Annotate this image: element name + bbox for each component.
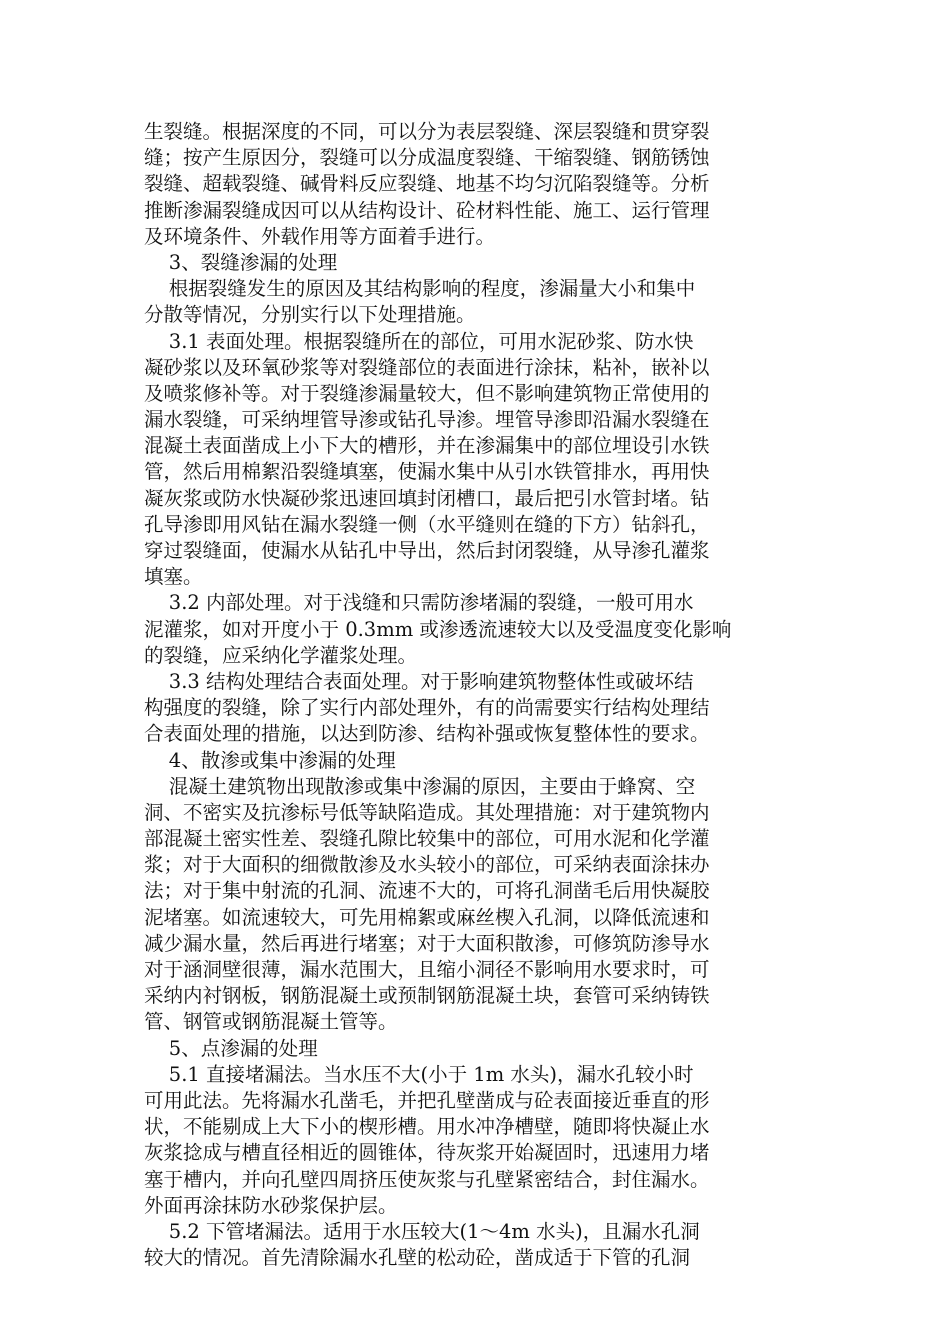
text-line: 混凝土表面凿成上小下大的槽形，并在渗漏集中的部位埋设引水铁 [144,434,710,458]
text-line: 缝；按产生原因分，裂缝可以分成温度裂缝、干缩裂缝、钢筋锈蚀 [144,146,710,170]
text-line: 3.1 表面处理。根据裂缝所在的部位，可用水泥砂浆、防水快 [144,329,694,353]
text-line: 及喷浆修补等。对于裂缝渗漏量较大，但不影响建筑物正常使用的 [144,381,710,405]
text-line: 法；对于集中射流的孔洞、流速不大的，可将孔洞凿毛后用快凝胶 [144,879,710,903]
text-line: 采纳内衬钢板，钢筋混凝土或预制钢筋混凝土块，套管可采纳铸铁 [144,984,710,1008]
text-line: 根据裂缝发生的原因及其结构影响的程度，渗漏量大小和集中 [144,277,696,301]
text-line: 3.2 内部处理。对于浅缝和只需防渗堵漏的裂缝，一般可用水 [144,591,694,615]
text-line: 生裂缝。根据深度的不同，可以分为表层裂缝、深层裂缝和贯穿裂 [144,120,710,143]
text-line: 可用此法。先将漏水孔凿毛，并把孔壁凿成与砼表面接近垂直的形 [144,1088,710,1112]
text-line: 混凝土建筑物出现散渗或集中渗漏的原因，主要由于蜂窝、空 [144,774,696,798]
text-line: 5.1 直接堵漏法。当水压不大(小于 1m 水头)，漏水孔较小时 [144,1062,694,1086]
text-line: 较大的情况。首先清除漏水孔壁的松动砼，凿成适于下管的孔洞 [144,1246,691,1270]
text-line: 5、点渗漏的处理 [144,1036,318,1060]
text-line: 浆；对于大面积的细微散渗及水头较小的部位，可采纳表面涂抹办 [144,853,710,877]
text-line: 凝砂浆以及环氧砂浆等对裂缝部位的表面进行涂抹，粘补，嵌补以 [144,355,710,379]
text-line: 对于涵洞壁很薄，漏水范围大，且缩小洞径不影响用水要求时，可 [144,958,710,981]
text-line: 5.2 下管堵漏法。适用于水压较大(1～4m 水头)，且漏水孔洞 [144,1219,700,1243]
text-line: 的裂缝，应采纳化学灌浆处理。 [144,643,418,667]
text-line: 灰浆捻成与槽直径相近的圆锥体，待灰浆开始凝固时，迅速用力堵 [144,1141,710,1165]
text-line: 推断渗漏裂缝成因可以从结构设计、砼材料性能、施工、运行管理 [144,198,710,222]
text-line: 3.3 结构处理结合表面处理。对于影响建筑物整体性或破坏结 [144,669,694,693]
text-line: 洞、不密实及抗渗标号低等缺陷造成。其处理措施：对于建筑物内 [144,800,710,824]
text-line: 管、钢管或钢筋混凝土管等。 [144,1010,398,1034]
text-line: 3、裂缝渗漏的处理 [144,250,338,274]
text-line: 部混凝土密实性差、裂缝孔隙比较集中的部位，可用水泥和化学灌 [144,827,710,851]
text-line: 外面再涂抹防水砂浆保护层。 [144,1193,398,1217]
text-line: 构强度的裂缝，除了实行内部处理外，有的尚需要实行结构处理结 [144,696,710,720]
text-line: 合表面处理的措施，以达到防渗、结构补强或恢复整体性的要求。 [144,722,710,746]
text-line: 分散等情况，分别实行以下处理措施。 [144,303,476,327]
text-line: 穿过裂缝面，使漏水从钻孔中导出，然后封闭裂缝，从导渗孔灌浆 [144,539,710,562]
text-line: 塞于槽内，并向孔壁四周挤压使灰浆与孔壁紧密结合，封住漏水。 [144,1167,710,1191]
text-line: 填塞。 [144,565,203,589]
text-line: 凝灰浆或防水快凝砂浆迅速回填封闭槽口，最后把引水管封堵。钻 [144,486,710,510]
document-body [144,119,806,1271]
text-line: 及环境条件、外载作用等方面着手进行。 [144,224,496,248]
text-line: 泥堵塞。如流速较大，可先用棉絮或麻丝楔入孔洞，以降低流速和 [144,905,710,929]
text-line: 泥灌浆，如对开度小于 0.3mm 或渗透流速较大以及受温度变化影响 [144,617,732,641]
text-line: 减少漏水量，然后再进行堵塞；对于大面积散渗，可修筑防渗导水 [144,931,710,955]
text-line: 孔导渗即用风钻在漏水裂缝一侧（水平缝则在缝的下方）钻斜孔， [144,512,710,536]
text-line: 裂缝、超载裂缝、碱骨料反应裂缝、地基不均匀沉陷裂缝等。分析 [144,172,710,196]
text-line: 漏水裂缝，可采纳埋管导渗或钻孔导渗。埋管导渗即沿漏水裂缝在 [144,408,710,432]
text-line: 管，然后用棉絮沿裂缝填塞，使漏水集中从引水铁管排水，再用快 [144,460,710,484]
text-line: 状，不能剔成上大下小的楔形槽。用水冲净槽壁，随即将快凝止水 [144,1115,710,1139]
text-line: 4、散渗或集中渗漏的处理 [144,748,396,772]
